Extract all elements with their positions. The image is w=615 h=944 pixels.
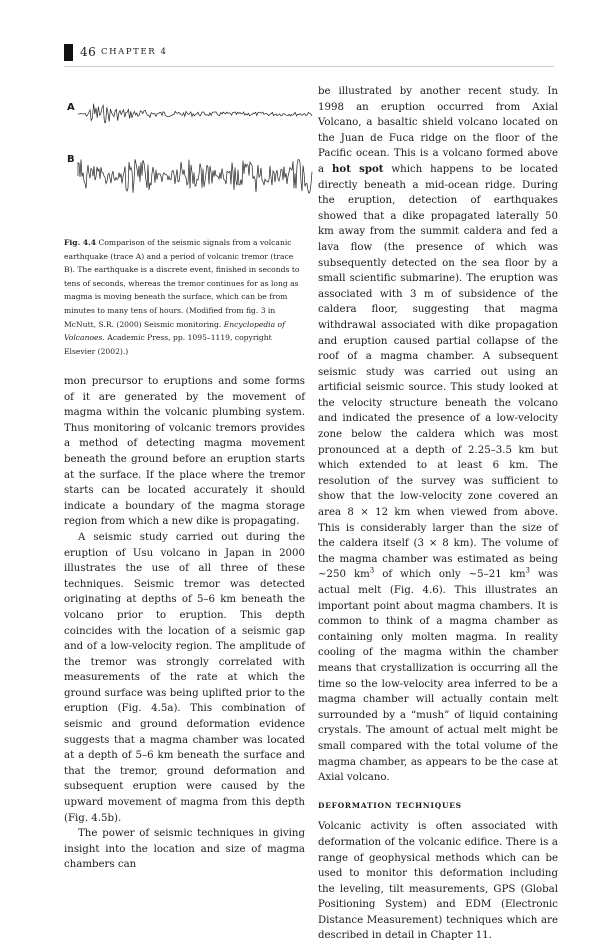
chapter-label: CHAPTER 4 xyxy=(101,47,168,57)
seismogram-traces xyxy=(64,88,314,230)
caption-italic: Encyclopedia of Volcanoes xyxy=(64,319,285,343)
header-bar xyxy=(64,44,73,61)
trace-b-label: B xyxy=(67,154,75,165)
trace-a-label: A xyxy=(67,102,75,113)
right-column xyxy=(318,84,558,944)
caption-text: Comparison of the seismic signals from a volcanic earthquake (trace A) and a period of volcanic tremor (trace B). The earthquake is a discrete event, finished in seconds to tens of seconds, whereas the tremor continues for as long as magma is moving beneath the surface, which can be from minutes to many tens of hours. (Modified from fig. 3 in McNutt, S.R. (2000) Seismic monitoring. xyxy=(64,238,300,329)
p1-text-b: which happens to be located directly beneath a mid-ocean ridge. During the eruption, detection of earthquakes showed that a dike propagated laterally 50 km away from the summit caldera and fed a lava flow (the presence of which was subsequently detected on the sea floor by a small scientific submarine). The eruption was associated with 3 m of subsidence of the caldera floor, suggesting that magma withdrawal associated with dike propagation and eruption caused partial collapse of the roof of a magma chamber. A subsequent seismic study was carried out using an artificial seismic source. This study looked at the velocity structure beneath the volcano and indicated the presence of a low-velocity zone below the caldera which was most pronounced at a depth of 2.25–3.5 km but which extended to at least 6 km. The resolution of the survey was sufficient to show that the low-velocity zone covered an area 8 × 12 km when viewed from above. This is considerably larger than the size of the caldera itself (3 × 8 km). The volume of the magma chamber was estimated as being ~250 km xyxy=(318,163,558,581)
p1-text-a: be illustrated by another recent study. In 1998 an eruption occurred from Axial Volcano, a basaltic shield volcano located on the Juan de Fuca ridge on the floor of the Pacific ocean. This is a volcano formed above a xyxy=(318,86,558,175)
trace-a-waveform xyxy=(78,104,312,123)
caption-tail: . Academic Press, pp. 1095–1119, copyright Elsevier (2002).) xyxy=(64,333,272,356)
superscript-1: 3 xyxy=(369,567,375,576)
p1-text-d: was actual melt (Fig. 4.6). This illustrates an important point about magma chambers. It is common to think of a magma chamber as containing only molten magma. In reality cooling of the magma within the chamber means that crystallization is occurring all the time so the low-velocity area inferred to be a magma chamber will actually contain melt surrounded by a “mush” of liquid containing crystals. The amount of actual melt might be small compared with the total volume of the magma chamber, as appears to be the case at Axial volcano. xyxy=(318,569,558,784)
left-paragraph-1: mon precursor to eruptions and some forms of it are generated by the movement of magma within the volcanic plumbing system. Thus monitoring of volcanic tremors provides a method of detecting magma movement beneath the ground before an eruption starts at the surface. If the place where the tremor starts can be located accurately it should indicate a boundary of the magma storage region from which a new dike is propagating. xyxy=(64,376,305,528)
figure-caption xyxy=(64,236,304,358)
caption-number: Fig. 4.4 xyxy=(64,238,97,247)
superscript-2: 3 xyxy=(525,567,530,576)
p1-text-c: of which only ~5–21 km xyxy=(374,569,526,581)
left-column xyxy=(64,374,305,873)
page-header xyxy=(64,44,554,64)
left-paragraph-2: A seismic study carried out during the eruption of Usu volcano in Japan in 2000 illustrates the use of all three of these techniques. Seismic tremor was detected originating at depths of 5–6 km beneath the volcano prior to eruption. This depth coincides with the location of a seismic gap and of a low-velocity region. The amplitude of the tremor was strongly correlated with measurements of the rate at which the ground surface was being uplifted prior to the eruption (Fig. 4.5a). This combination of seismic and ground deformation evidence suggests that a magma chamber was located at a depth of 5–6 km beneath the surface and that the tremor, ground deformation and subsequent eruption were caused by the upward movement of magma from this depth (Fig. 4.5b). xyxy=(64,531,305,824)
left-paragraph-3: The power of seismic techniques in giving insight into the location and size of magma chambers can xyxy=(64,828,305,871)
hot-spot-term: hot spot xyxy=(332,162,384,175)
page-number: 46 xyxy=(80,45,97,59)
right-paragraph-2: Volcanic activity is often associated with deformation of the volcanic edifice. There is a range of geophysical methods which can be used to monitor this deformation including the leveling, tilt measurements, GPS (Global Positioning System) and EDM (Electronic Distance Measurement) techniques which are described in detail in Chapter 11. xyxy=(318,821,558,942)
figure-4-4 xyxy=(64,88,314,230)
right-paragraph-1 xyxy=(318,84,558,786)
trace-b-waveform xyxy=(78,159,312,193)
header-rule xyxy=(64,66,554,67)
section-heading: DEFORMATION TECHNIQUES xyxy=(318,800,462,810)
